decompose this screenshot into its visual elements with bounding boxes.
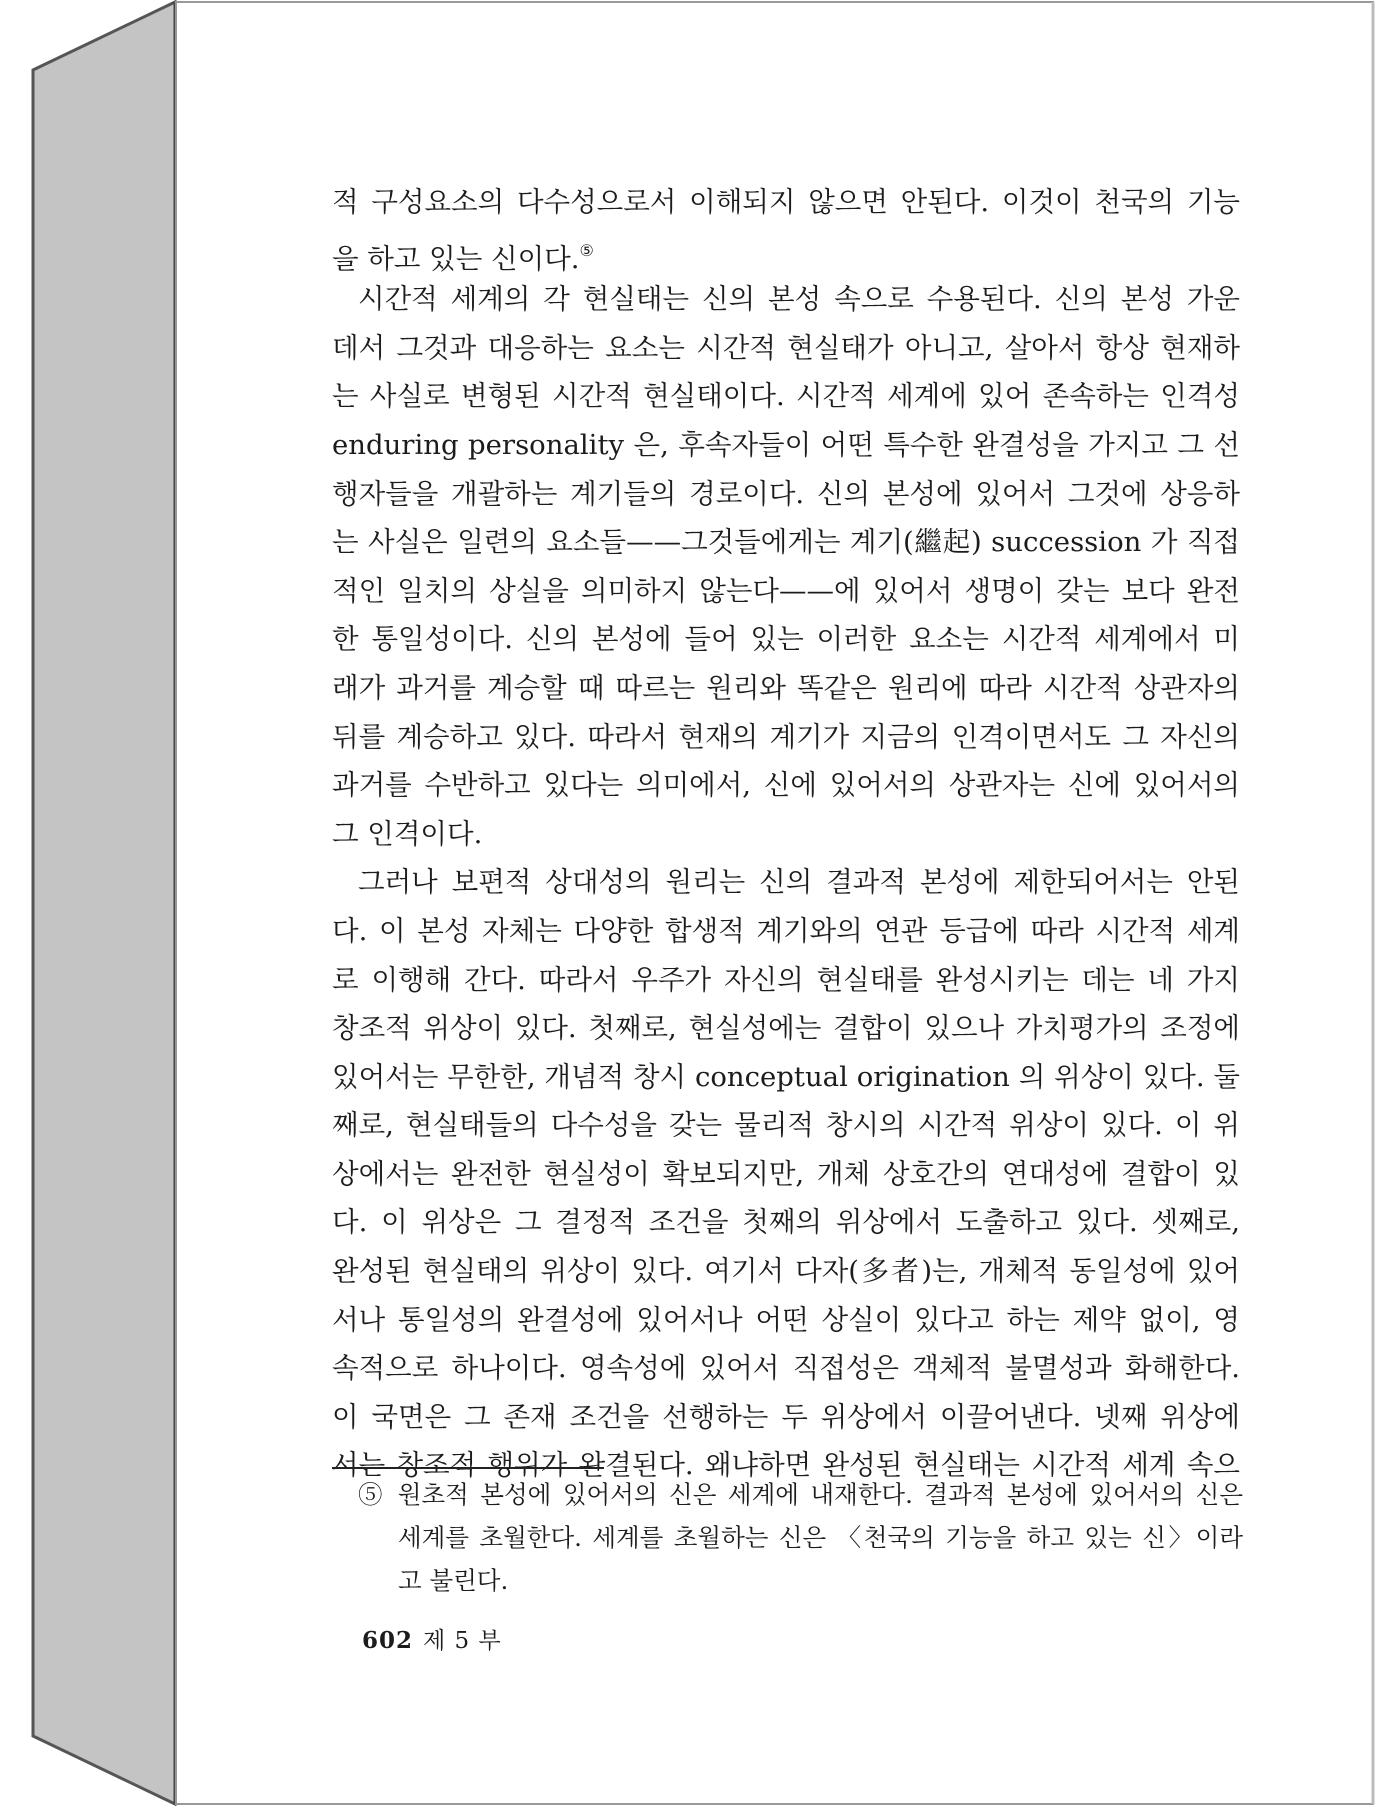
body-line: 는 사실로 변형된 시간적 현실태이다. 시간적 세계에 있어 존속하는 인격성 [332,380,1240,413]
footnote-marker: ⑤ [358,1480,387,1509]
body-line: 속적으로 하나이다. 영속성에 있어서 직접성은 객체적 불멸성과 화해한다. [332,1352,1240,1385]
body-line: 상에서는 완전한 현실성이 확보되지만, 개체 상호간의 연대성에 결합이 있 [332,1157,1240,1190]
body-line: 로 이행해 간다. 따라서 우주가 자신의 현실태를 완성시키는 데는 네 가지 [332,963,1240,996]
body-line: 있어서는 무한한, 개념적 창시 conceptual origination 의 위상이 있다. 둘 [332,1060,1240,1093]
footnote-line: 고 불린다. [398,1566,509,1595]
body-line: enduring personality 은, 후속자들이 어떤 특수한 완결성을 가지고 그 선 [332,428,1240,461]
body-line: 다. 이 본성 자체는 다양한 합생적 계기와의 연관 등급에 따라 시간적 세계 [332,914,1240,947]
footnote-line: ⑤ 원초적 본성에 있어서의 신은 세계에 내재한다. 결과적 본성에 있어서의 신은 [358,1480,1243,1509]
book-spine [33,2,175,1804]
body-line: 래가 과거를 계승할 때 따르는 원리와 똑같은 원리에 따라 시간적 상관자의 [332,671,1240,704]
body-line: 째로, 현실태들의 다수성을 갖는 물리적 창시의 시간적 위상이 있다. 이 위 [332,1109,1240,1142]
body-line: 그러나 보편적 상대성의 원리는 신의 결과적 본성에 제한되어서는 안된 [358,866,1240,899]
footnote [358,1473,1243,1602]
body-line: 시간적 세계의 각 현실태는 신의 본성 속으로 수용된다. 신의 본성 가운 [358,283,1240,316]
body-line: 서는 창조적 행위가 완결된다. 왜냐하면 완성된 현실태는 시간적 세계 속으 [332,1449,1240,1482]
footnote-reference[interactable]: ⑤ [579,240,594,260]
body-line: 창조적 위상이 있다. 첫째로, 현실성에는 결합이 있으나 가치평가의 조정에 [332,1012,1240,1045]
body-line: 과거를 수반하고 있다는 의미에서, 신에 있어서의 상관자는 신에 있어서의 [332,769,1240,802]
body-line: 이 국면은 그 존재 조건을 선행하는 두 위상에서 이끌어낸다. 넷째 위상에 [332,1400,1240,1433]
footnote-line: 세계를 초월한다. 세계를 초월하는 신은 〈천국의 기능을 하고 있는 신〉이라 [398,1523,1243,1552]
page-folio [362,1622,502,1655]
body-line: 데서 그것과 대응하는 요소는 시간적 현실태가 아니고, 살아서 항상 현재하 [332,331,1240,364]
body-line: 완성된 현실태의 위상이 있다. 여기서 다자(多者)는, 개체적 동일성에 있어 [332,1255,1240,1288]
footnote-divider [332,1467,604,1469]
body-line: 을 하고 있는 신이다.⑤ [332,240,594,275]
body-line: 그 인격이다. [332,817,483,850]
body-line: 행자들을 개괄하는 계기들의 경로이다. 신의 본성에 있어서 그것에 상응하 [332,477,1240,510]
page-number: 602 [362,1627,414,1654]
body-line: 한 통일성이다. 신의 본성에 들어 있는 이러한 요소는 시간적 세계에서 미 [332,623,1240,656]
part-label: 제 5 부 [423,1628,502,1654]
body-line: 뒤를 계승하고 있다. 따라서 현재의 계기가 지금의 인격이면서도 그 자신의 [332,720,1240,753]
body-line: 는 사실은 일련의 요소들——그것들에게는 계기(繼起) succession 가 직접 [332,526,1240,559]
body-line: 적인 일치의 상실을 의미하지 않는다——에 있어서 생명이 갖는 보다 완전 [332,574,1240,607]
page-body [332,178,1240,1490]
body-line: 다. 이 위상은 그 결정적 조건을 첫째의 위상에서 도출하고 있다. 셋째로, [332,1206,1240,1239]
body-line: 서나 통일성의 완결성에 있어서나 어떤 상실이 있다고 하는 제약 없이, 영 [332,1303,1240,1336]
body-line: 적 구성요소의 다수성으로서 이해되지 않으면 안된다. 이것이 천국의 기능 [332,186,1240,218]
